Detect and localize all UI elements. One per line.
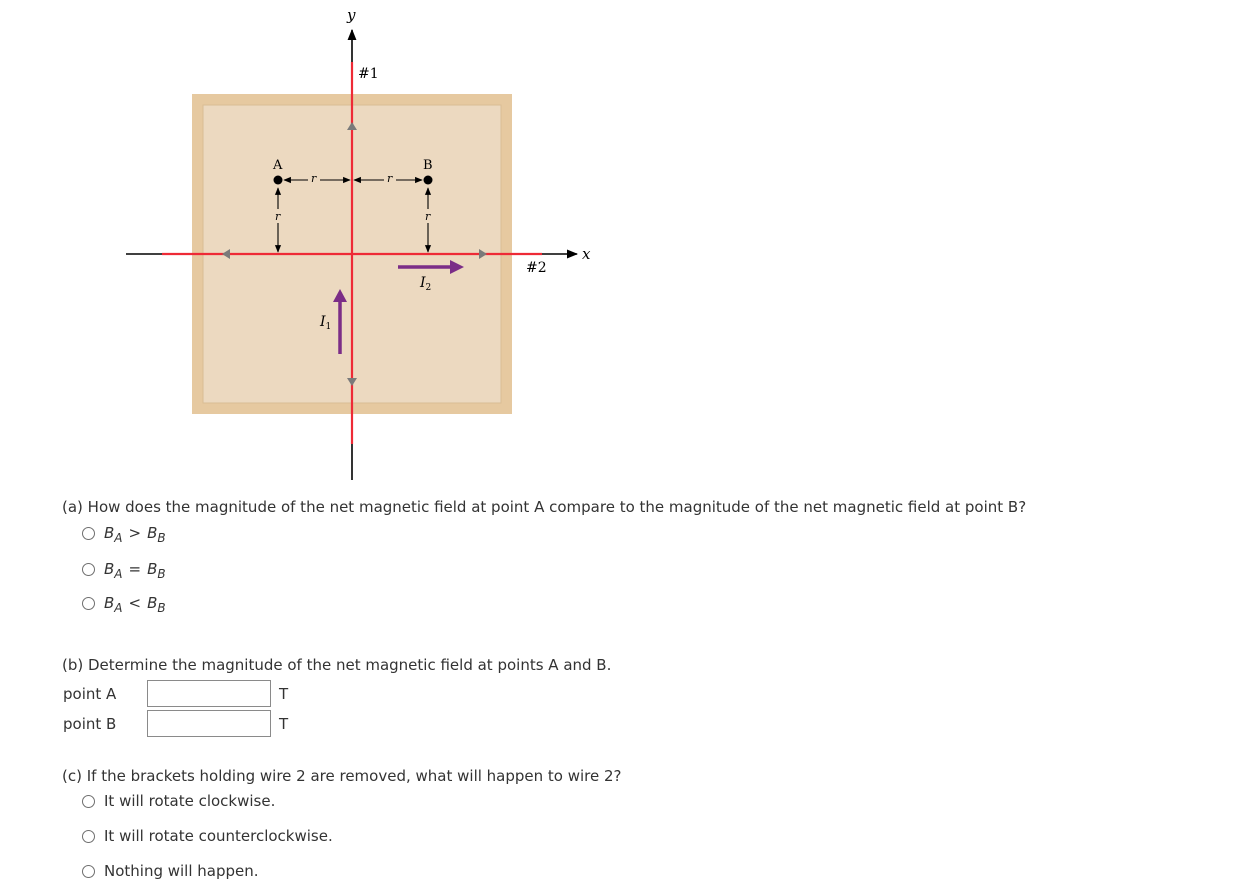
option-a-less-b2: B: [147, 594, 158, 612]
option-a-equal[interactable]: [82, 560, 166, 581]
point-b-field-label: point B: [63, 715, 117, 733]
option-a-less[interactable]: [82, 594, 166, 615]
point-a-field[interactable]: [147, 680, 271, 707]
dist-label-a-horizontal: r: [311, 172, 317, 185]
radio-button[interactable]: [82, 830, 95, 843]
option-a-equal-relation: =: [128, 560, 142, 578]
option-a-less-sub-b: B: [157, 601, 166, 615]
option-a-greater-sub-b: B: [157, 531, 166, 545]
option-a-greater-b2: B: [147, 524, 158, 542]
dist-label-a-vertical: r: [275, 210, 281, 223]
radio-button[interactable]: [82, 795, 95, 808]
current-2-label: $I_2$: [420, 275, 432, 293]
option-a-less-relation: <: [128, 594, 142, 612]
point-b-field[interactable]: [147, 710, 271, 737]
option-c-counterclockwise-label: It will rotate counterclockwise.: [104, 827, 333, 845]
option-a-greater-b: B: [104, 524, 115, 542]
option-a-greater-sub-a: A: [114, 531, 123, 545]
point-a-field-label: point A: [63, 685, 117, 703]
point-b-label: B: [423, 158, 433, 173]
option-a-less-sub-a: A: [114, 601, 123, 615]
y-axis-label: y: [347, 6, 356, 24]
point-a-label: A: [273, 158, 283, 173]
x-axis-label: x: [582, 245, 591, 263]
option-a-greater-relation: >: [128, 524, 142, 542]
option-c-nothing[interactable]: [82, 862, 259, 880]
question-b: (b) Determine the magnitude of the net magnetic field at points A and B.: [62, 656, 612, 674]
option-c-clockwise-label: It will rotate clockwise.: [104, 792, 276, 810]
point-a-dot: [274, 176, 283, 185]
point-a-unit: T: [279, 685, 289, 703]
option-c-nothing-label: Nothing will happen.: [104, 862, 259, 880]
wire-1-label: #1: [358, 66, 379, 82]
point-b-unit: T: [279, 715, 289, 733]
option-a-equal-sub-a: A: [114, 567, 123, 581]
wires-diagram: [0, 0, 700, 490]
radio-button[interactable]: [82, 865, 95, 878]
option-a-equal-b: B: [104, 560, 115, 578]
radio-button[interactable]: [82, 597, 95, 610]
option-c-clockwise[interactable]: [82, 792, 275, 810]
wire-2-label: #2: [526, 260, 547, 276]
point-b-dot: [424, 176, 433, 185]
option-a-equal-sub-b: B: [157, 567, 166, 581]
question-a: (a) How does the magnitude of the net magnetic field at point A compare to the magnitude of the net magnetic field at point B?: [62, 498, 1027, 516]
option-a-greater[interactable]: [82, 524, 166, 545]
option-a-equal-b2: B: [147, 560, 158, 578]
option-a-less-b: B: [104, 594, 115, 612]
question-c: (c) If the brackets holding wire 2 are removed, what will happen to wire 2?: [62, 767, 622, 785]
dist-label-b-vertical: r: [425, 210, 431, 223]
dist-label-b-horizontal: r: [387, 172, 393, 185]
radio-button[interactable]: [82, 527, 95, 540]
current-1-label: $I_1$: [320, 314, 332, 332]
option-c-counterclockwise[interactable]: [82, 827, 333, 845]
radio-button[interactable]: [82, 563, 95, 576]
